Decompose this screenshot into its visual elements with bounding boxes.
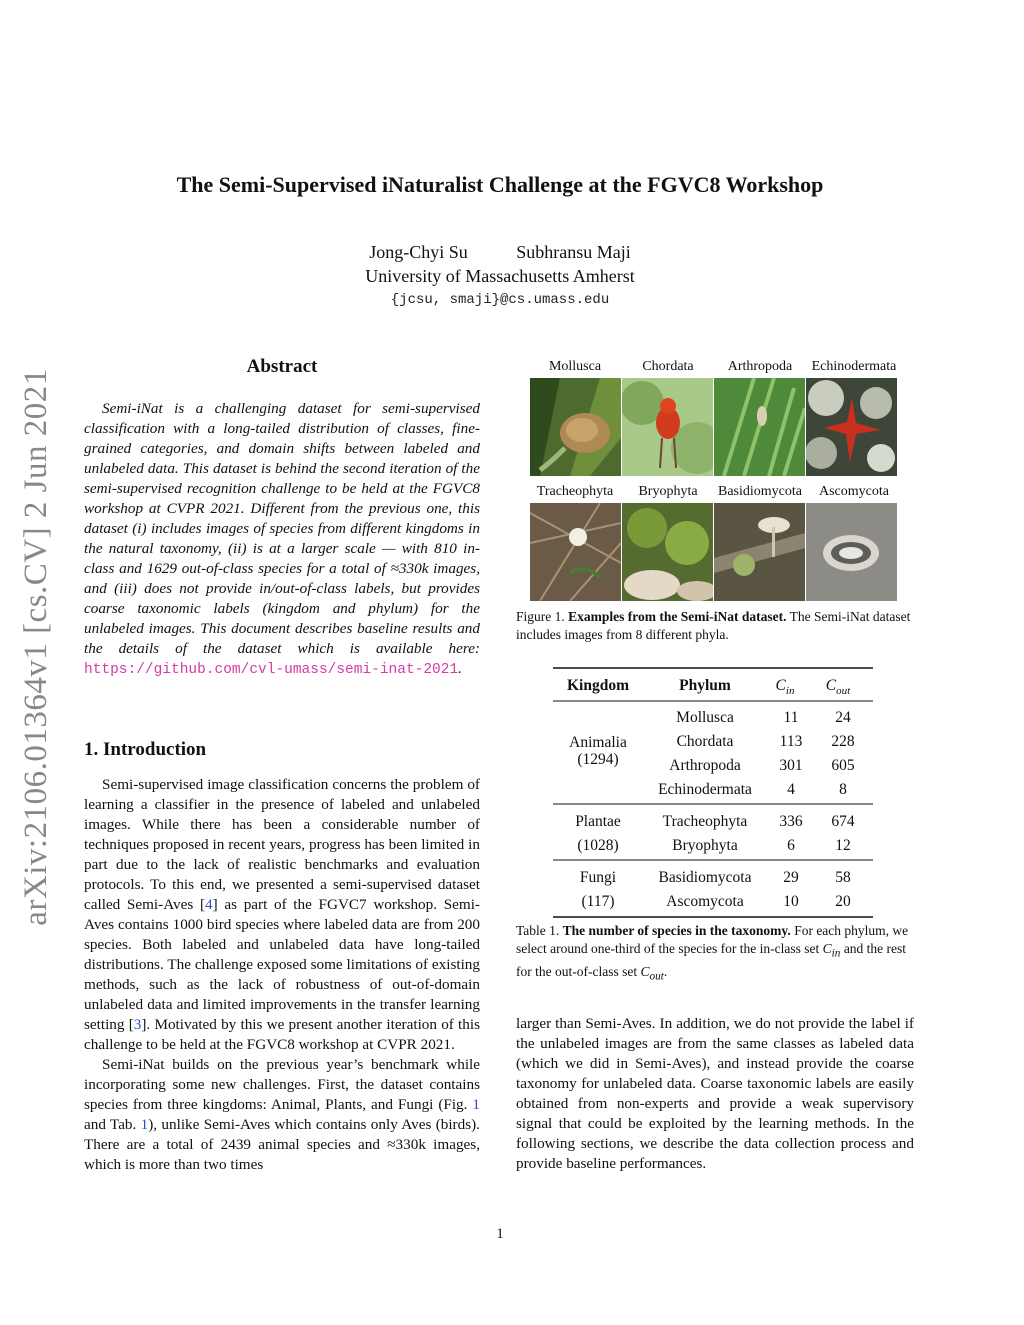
intro-paragraph: [84, 775, 480, 1055]
page-number: 1: [496, 1226, 504, 1242]
text-run: ] as part of the FGVC7 workshop. Semi-Aves contains 1000 bird species where labeled data are from 200 species. Both labeled and unlabeled data have long-tailed distributions. The challenge exposed some limitations of existing methods, such as the lack of robustness of out-of-domain unlabeled data and limited improvements in the transfer learning setting [: [84, 896, 480, 1033]
math-symbol: C: [640, 963, 650, 979]
phylum-label: Arthropoda: [727, 359, 793, 374]
cin-cell: 10: [783, 893, 799, 910]
cout-cell: 674: [831, 813, 855, 830]
tracheophyta-photo: [530, 503, 621, 601]
cin-cell: 301: [779, 757, 803, 774]
table-caption: [516, 922, 914, 985]
header-symbol: C: [825, 677, 837, 694]
phylum-label: Ascomycota: [819, 484, 889, 499]
phylum-cell: Mollusca: [676, 709, 734, 726]
citation-link[interactable]: 4: [205, 896, 213, 913]
cin-cell: 6: [787, 837, 795, 854]
caption-text: For each phylum, we select around one-third of the species for the in-class set: [516, 923, 909, 956]
abstract-text: [84, 399, 480, 680]
author-name: Jong-Chyi Su: [369, 242, 468, 262]
phylum-cell: Chordata: [676, 733, 734, 750]
caption-title: Examples from the Semi-iNat dataset.: [568, 609, 787, 624]
math-subscript: in: [831, 947, 841, 960]
phylum-label: Echinodermata: [811, 359, 897, 374]
mollusca-photo: [530, 378, 621, 476]
echinodermata-photo: [806, 378, 897, 476]
abstract-end: .: [458, 660, 462, 677]
affiliation: University of Massachusetts Amherst: [365, 266, 635, 286]
section-heading-introduction: 1. Introduction: [84, 739, 207, 760]
header-symbol: C: [775, 677, 786, 694]
phylum-cell: Arthropoda: [669, 757, 741, 774]
math-subscript: out: [649, 970, 664, 983]
text-run: ]. Motivated by this we present another iteration of this challenge to be held at the FGVC8 workshop at CVPR 2021.: [84, 1016, 481, 1053]
header-subscript: out: [836, 685, 851, 697]
column-header-cin: [776, 677, 795, 697]
phylum-label: Tracheophyta: [536, 484, 614, 499]
text-run: Semi-supervised image classification concerns the problem of learning a classifier in the presence of labeled and unlabeled images. While there has been a considerable number of techniques proposed in recent years, progress has been limited in part due to the lack of realistic benchmarks and evaluation protocols. To this end, we presented a semi-supervised dataset called Semi-Aves [: [84, 776, 480, 913]
author-names: [0, 240, 1000, 264]
chordata-photo: [622, 378, 713, 476]
phylum-cell: Ascomycota: [666, 893, 744, 910]
cout-cell: 12: [835, 837, 851, 854]
text-run: and Tab.: [84, 1116, 141, 1133]
author-name: Subhransu Maji: [516, 242, 631, 262]
cout-cell: 58: [835, 869, 851, 886]
caption-text: .: [663, 963, 668, 979]
introduction-body: [84, 775, 480, 1175]
abstract-heading: Abstract: [246, 356, 318, 377]
phylum-label: Chordata: [642, 359, 694, 374]
author-block: [0, 240, 1000, 288]
phylum-cell: Bryophyta: [672, 837, 738, 854]
intro-paragraph: [84, 1055, 480, 1175]
cin-cell: 11: [783, 709, 799, 726]
column-header: Phylum: [679, 677, 731, 694]
body-paragraph: larger than Semi-Aves. In addition, we do not provide the label if the unlabeled images are from the same classes as labeled data (which we did in Semi-Aves), and instead provide the coarse taxonomy for unlabeled data. Coarse taxonomic labels are easily obtained from non-experts and provide a weak supervisory signal that could be exploited by the learning methods. In the following sections, we describe the data collection process and provide baseline performances.: [516, 1015, 914, 1172]
column-header-cout: [826, 677, 851, 697]
kingdom-name: Plantae: [575, 813, 621, 830]
abstract-body: Semi-iNat is a challenging dataset for semi-supervised classification with a long-tailed distribution of classes, fine-grained categories, and domain shifts between labeled and unlabeled data. This dataset is behind the second iteration of the semi-supervised recognition challenge to be held at the FGVC8 workshop at CVPR 2021. Different from the previous one, this dataset (i) includes images of species from different kingdoms in the natural taxonomy, (ii) is at a larger scale — with 810 in-class and 1629 out-of-class species for a total of ≈330k images, and (iii) does not provide in/out-of-class labels, but provides coarse taxonomic labels (kingdom and phylum) for the unlabeled images. This document describes baseline results and the details of the dataset which is available here:: [84, 400, 480, 657]
basidiomycota-photo: [714, 503, 805, 601]
author-emails: {jcsu, smaji}@cs.umass.edu: [390, 292, 610, 308]
bryophyta-photo: [622, 503, 713, 601]
figure-caption: [516, 608, 914, 644]
math-symbol: C: [822, 941, 832, 956]
text-run: Semi-iNat builds on the previous year’s benchmark while incorporating some new challenges. First, the dataset contains species from three kingdoms: Animal, Plants, and Fungi (Fig.: [84, 1056, 480, 1113]
taxonomy-table: [553, 667, 873, 919]
cin-cell: 113: [779, 733, 803, 750]
caption-text: The Semi-iNat dataset includes images from 8 different phyla.: [516, 609, 911, 642]
paper-title: The Semi-Supervised iNaturalist Challenge at the FGVC8 Workshop: [176, 172, 824, 197]
phylum-label: Bryophyta: [638, 484, 698, 499]
ascomycota-photo: [806, 503, 897, 601]
cin-cell: 336: [779, 813, 803, 830]
figure-ref-link[interactable]: 1: [472, 1096, 480, 1113]
caption-text: and the rest for the out-of-class set: [516, 941, 907, 979]
table-1: [553, 667, 873, 919]
cout-cell: 24: [835, 709, 851, 726]
text-run: ), unlike Semi-Aves which contains only Aves (birds). There are a total of 2439 animal species and ≈330k images, which is more than two times: [84, 1116, 480, 1173]
phylum-cell: Echinodermata: [658, 781, 752, 798]
phylum-cell: Tracheophyta: [662, 813, 748, 830]
kingdom-name: Fungi: [579, 869, 617, 886]
phylum-label: Basidiomycota: [718, 484, 802, 499]
cout-cell: 605: [831, 757, 855, 774]
caption-label: Table 1.: [516, 923, 560, 938]
cout-cell: 8: [839, 781, 847, 798]
intro-continuation: [516, 1014, 914, 1174]
kingdom-count: (1028): [577, 837, 619, 854]
header-subscript: in: [785, 685, 795, 697]
caption-label: Figure 1.: [516, 609, 565, 624]
kingdom-name: Animalia: [569, 734, 627, 751]
kingdom-count: (1294): [577, 751, 619, 768]
arthropoda-photo: [714, 378, 805, 476]
phylum-label: Mollusca: [548, 359, 602, 374]
citation-link[interactable]: 3: [133, 1016, 142, 1033]
caption-title: The number of species in the taxonomy.: [562, 923, 791, 938]
cout-cell: 20: [835, 893, 851, 910]
math-cin: [822, 941, 841, 960]
phylum-cell: Basidiomycota: [658, 869, 752, 886]
kingdom-count: (117): [581, 893, 615, 910]
cin-cell: 4: [787, 781, 795, 798]
dataset-link[interactable]: https://github.com/cvl-umass/semi-inat-2021: [84, 662, 459, 678]
table-ref-link[interactable]: 1: [140, 1116, 149, 1133]
cout-cell: 228: [831, 733, 855, 750]
arxiv-identifier: arXiv:2106.01364v1 [cs.CV] 2 Jun 2021: [18, 368, 54, 926]
column-header: Kingdom: [566, 677, 630, 694]
math-cout: [640, 963, 664, 983]
cin-cell: 29: [783, 869, 799, 886]
